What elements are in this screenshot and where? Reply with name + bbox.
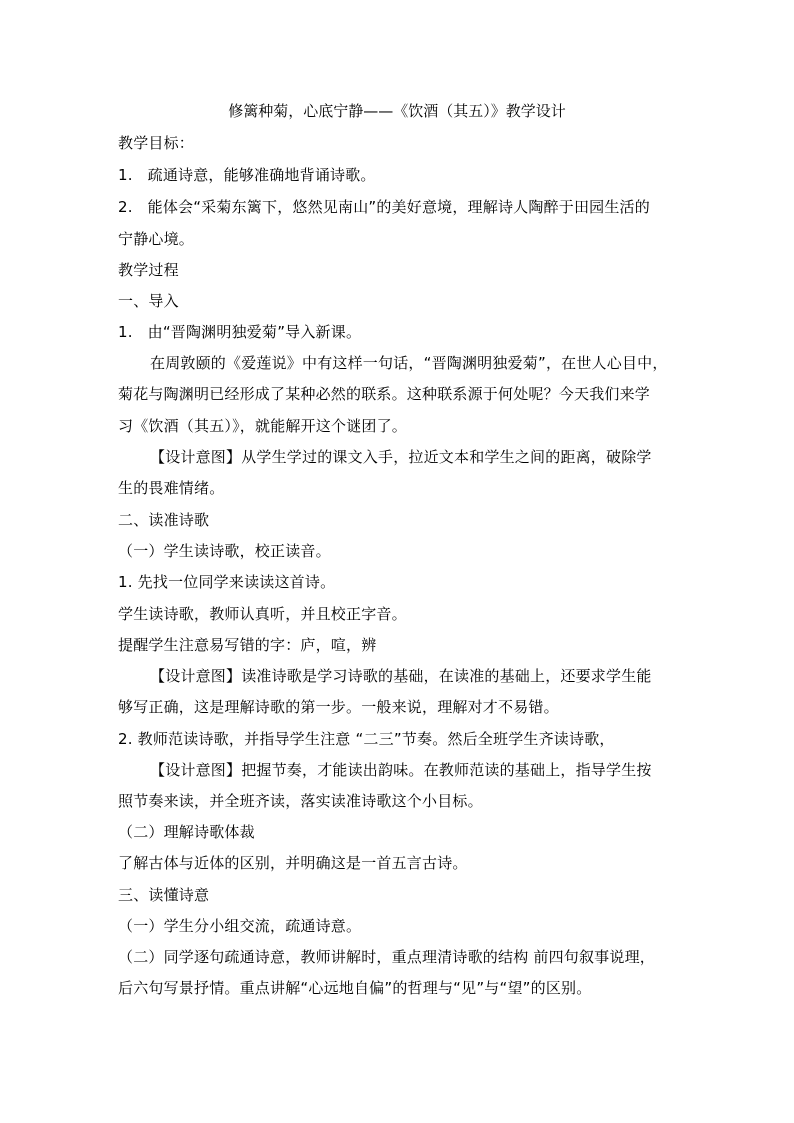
text-line: 1. 先找一位同学来读读这首诗。 <box>118 573 336 591</box>
design-intent: 【设计意图】从学生学过的课文入手，拉近文本和学生之间的距离，破除学 <box>150 448 652 466</box>
subsection-heading: （二）理解诗歌体裁 <box>118 823 255 841</box>
section-heading: 教学过程 <box>118 261 179 279</box>
text-line: 了解古体与近体的区别，并明确这是一首五言古诗。 <box>118 854 468 872</box>
text-line: 教学目标： <box>118 134 195 152</box>
subsection-heading: （一）学生读诗歌，校正读音。 <box>118 542 331 560</box>
text-line: 2. 能体会“采菊东篱下，悠然见南山”的美好意境，理解诗人陶醉于田园生活的 <box>118 198 650 216</box>
text-line: 提醒学生注意易写错的字：庐，喧，辨 <box>118 636 377 654</box>
text-line: 生的畏难情绪。 <box>118 479 225 497</box>
text-line: 够写正确，这是理解诗歌的第一步。一般来说，理解对才不易错。 <box>118 698 559 716</box>
text-line: 宁静心境。 <box>118 230 195 248</box>
text-line: 学生读诗歌，教师认真听，并且校正字音。 <box>118 605 407 623</box>
section-heading: 三、读懂诗意 <box>118 886 210 904</box>
text-line: 后六句写景抒情。重点讲解“心远地自偏”的哲理与“见”与“望”的区别。 <box>118 979 592 997</box>
design-intent: 【设计意图】把握节奏，才能读出韵味。在教师范读的基础上，指导学生按 <box>150 761 652 779</box>
text-line: 1. 疏通诗意，能够准确地背诵诗歌。 <box>118 166 376 184</box>
section-heading: 一、导入 <box>118 292 179 310</box>
text-line: 1. 由“晋陶渊明独爱菊”导入新课。 <box>118 323 362 341</box>
subsection-heading: （一）学生分小组交流，疏通诗意。 <box>118 917 362 935</box>
text-line: 习《饮酒（其五）》，就能解开这个谜团了。 <box>118 417 408 435</box>
document-title: 修篱种菊，心底宁静——《饮酒（其五）》教学设计 <box>228 102 566 120</box>
design-intent: 【设计意图】读准诗歌是学习诗歌的基础，在读准的基础上，还要求学生能 <box>150 667 652 685</box>
text-line: 菊花与陶渊明已经形成了某种必然的联系。这种联系源于何处呢？今天我们来学 <box>118 385 651 403</box>
text-line: 照节奏来读，并全班齐读，落实读准诗歌这个小目标。 <box>118 792 483 810</box>
text-line: 在周敦颐的《爱莲说》中有这样一句话，“晋陶渊明独爱菊”，在世人心目中， <box>150 354 668 372</box>
subsection-heading: （二）同学逐句疏通诗意，教师讲解时，重点理清诗歌的结构 前四句叙事说理， <box>118 948 655 966</box>
text-line: 2. 教师范读诗歌，并指导学生注意 “二三”节奏。然后全班学生齐读诗歌， <box>118 730 615 748</box>
section-heading: 二、读准诗歌 <box>118 511 210 529</box>
